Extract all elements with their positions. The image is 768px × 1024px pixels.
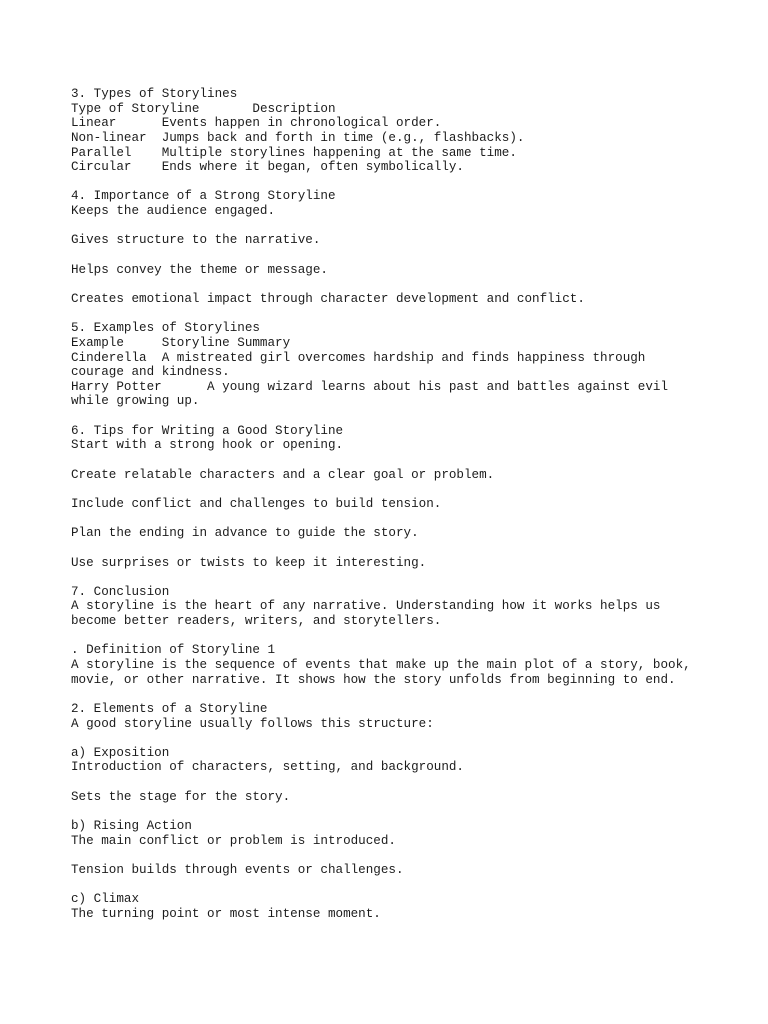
blank-line [71, 687, 751, 702]
document-line: Gives structure to the narrative. [71, 233, 321, 248]
document-line: The turning point or most intense moment. [71, 906, 381, 921]
document-line: Use surprises or twists to keep it interesting. [71, 555, 427, 570]
blank-line [71, 731, 751, 746]
blank-line [71, 775, 751, 790]
document-line: Example Storyline Summary [71, 335, 291, 350]
blank-line [71, 878, 751, 893]
document-body [71, 87, 751, 922]
document-line: Plan the ending in advance to guide the story. [71, 526, 419, 541]
document-line: Keeps the audience engaged. [71, 204, 276, 219]
blank-line [71, 848, 751, 863]
document-line: courage and kindness. [71, 365, 230, 380]
blank-line [71, 409, 751, 424]
blank-line [71, 541, 751, 556]
document-line: 4. Importance of a Strong Storyline [71, 189, 336, 204]
document-line: Parallel Multiple storylines happening at the same time. [71, 145, 517, 160]
document-line: Introduction of characters, setting, and background. [71, 760, 464, 775]
document-line: Circular Ends where it began, often symbolically. [71, 160, 464, 175]
document-line: Helps convey the theme or message. [71, 262, 328, 277]
blank-line [71, 277, 751, 292]
document-line: A storyline is the heart of any narrative. Understanding how it works helps us [71, 599, 661, 614]
blank-line [71, 175, 751, 190]
document-line: become better readers, writers, and storytellers. [71, 614, 442, 629]
document-line: Harry Potter A young wizard learns about his past and battles against evil [71, 379, 669, 394]
document-line: . Definition of Storyline 1 [71, 643, 276, 658]
document-line: The main conflict or problem is introduced. [71, 833, 396, 848]
document-line: Sets the stage for the story. [71, 789, 291, 804]
document-line: 2. Elements of a Storyline [71, 701, 268, 716]
document-line: b) Rising Action [71, 819, 192, 834]
document-line: 3. Types of Storylines [71, 87, 238, 101]
blank-line [71, 482, 751, 497]
document-line: c) Climax [71, 892, 140, 907]
document-line: A storyline is the sequence of events that make up the main plot of a story, book, [71, 657, 691, 672]
document-line: movie, or other narrative. It shows how the story unfolds from beginning to end. [71, 672, 676, 687]
document-line: Non-linear Jumps back and forth in time (e.g., flashbacks). [71, 130, 525, 145]
document-line: a) Exposition [71, 745, 170, 760]
blank-line [71, 804, 751, 819]
document-line: 7. Conclusion [71, 584, 170, 599]
blank-line [71, 570, 751, 585]
document-line: Linear Events happen in chronological order. [71, 116, 442, 131]
document-line: Create relatable characters and a clear goal or problem. [71, 467, 495, 482]
document-line: A good storyline usually follows this structure: [71, 716, 434, 731]
blank-line [71, 453, 751, 468]
blank-line [71, 629, 751, 644]
document-line: Cinderella A mistreated girl overcomes hardship and finds happiness through [71, 350, 646, 365]
document-line: 5. Examples of Storylines [71, 321, 260, 336]
blank-line [71, 248, 751, 263]
blank-line [71, 512, 751, 527]
blank-line [71, 307, 751, 322]
document-line: Include conflict and challenges to build tension. [71, 496, 442, 511]
document-line: Start with a strong hook or opening. [71, 438, 344, 453]
document-line: Type of Storyline Description [71, 101, 336, 116]
blank-line [71, 219, 751, 234]
document-line: Tension builds through events or challenges. [71, 862, 404, 877]
document-line: 6. Tips for Writing a Good Storyline [71, 423, 344, 438]
document-line: while growing up. [71, 394, 200, 409]
document-line: Creates emotional impact through character development and conflict. [71, 291, 585, 306]
